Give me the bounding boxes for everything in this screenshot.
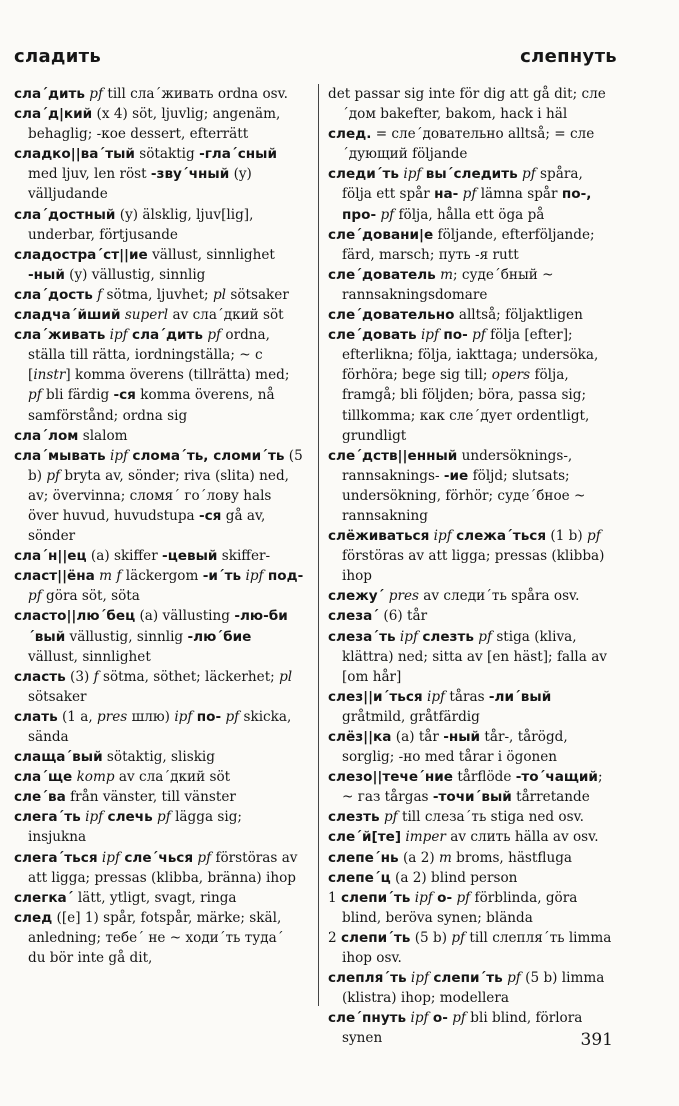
dictionary-entry: слегка´ lätt, ytligt, svagt, ringa — [14, 889, 237, 906]
dictionary-entry: слега´ться ipf сле´чься pf förstöras av att ligga; pressas (klibba, bränna) ihop — [14, 849, 298, 886]
dictionary-entry: слаща´вый sötaktig, sliskig — [14, 749, 215, 766]
dictionary-entry: сладча´йший superl av сла´дкий söt — [14, 307, 284, 324]
dictionary-entry: слепе´нь (a 2) m broms, hästfluga — [328, 849, 572, 866]
dictionary-entry: сле´довать ipf по- pf följa [efter]; efterlikna; följa, iakttaga; undersöka, förhöra; bege sig till; opers följa, framgå; bli följden; böra, passa sig; tillkomma; как сле´дует ordentligt, grundligt — [328, 327, 599, 444]
header-first-word: сладить — [14, 46, 102, 67]
dictionary-entry: сладостра´ст||ие vällust, sinnlighet -ный (y) vällustig, sinnlig — [14, 246, 275, 283]
dictionary-entry: слеза´ (6) tår — [328, 608, 428, 625]
column-divider — [318, 84, 319, 1006]
dictionary-entry: 2 слепи´ть (5 b) pf till слепля´ть limma ihop osv. — [328, 929, 612, 967]
dictionary-entry: слёживаться ipf слежа´ться (1 b) pf förstöras av att ligga; pressas (klibba) ihop — [328, 528, 605, 585]
dictionary-entry: сласт||ёна m f läckergom -и´ть ipf под- pf göra söt, söta — [14, 568, 304, 605]
dictionary-entry: сле´ва från vänster, till vänster — [14, 789, 236, 806]
dictionary-entry: 1 слепи´ть ipf о- pf förblinda, göra blind, beröva synen; blända — [328, 889, 578, 926]
dictionary-entry: сла´мывать ipf слома´ть, сломи´ть (5 b) pf bryta av, sönder; riva (slita) ned, av; övervinna; сломя´ го´лову hals över huvud, huvudstupa -ся gå av, sönder — [14, 447, 303, 545]
dictionary-entry: сле´й[те] imper av слить hälla av osv. — [328, 829, 599, 846]
dictionary-entry: сла´ще komp av сла´дкий söt — [14, 769, 231, 786]
dictionary-entry: след ([e] 1) spår, fotspår, märke; skäl, anledning; тебе´ не ~ ходи´ть туда´ du bör inte gå dit, — [14, 909, 284, 967]
dictionary-entry: следи´ть ipf вы´следить pf spåra, följa ett spår на- pf lämna spår по-, про- pf följa, hålla ett öga på — [328, 166, 592, 223]
dictionary-entry: сла´н||ец (a) skiffer -цевый skiffer- — [14, 548, 271, 565]
dictionary-entry: след. = сле´довательно alltså; = сле´дующий följande — [328, 126, 595, 163]
dictionary-entry: сла´д|кий (x 4) söt, ljuvlig; angenäm, behaglig; -кое dessert, efterrätt — [14, 106, 281, 143]
right-column — [328, 84, 616, 1049]
dictionary-entry: det passar sig inte för dig att gå dit; сле´дом bakefter, bakom, hack i häl — [328, 86, 606, 123]
dictionary-entry: сласть (3) f sötma, söthet; läckerhet; pl sötsaker — [14, 668, 293, 705]
dictionary-entry: сладко||ва´тый sötaktig -гла´сный med ljuv, len röst -зву´чный (y) välljudande — [14, 146, 278, 203]
dictionary-entry: сла´лом slalom — [14, 427, 128, 444]
dictionary-entry: сла´дость f sötma, ljuvhet; pl sötsaker — [14, 286, 289, 303]
dictionary-entry: сле´дователь m; суде´бный ~ rannsakningsdomare — [328, 266, 554, 303]
dictionary-entry: сле´пнуть ipf о- pf bli blind, förlora synen — [328, 1010, 583, 1047]
dictionary-entry: сласто||лю´бец (a) vällusting -лю-би´вый vällustig, sinnlig -лю´бие vällust, sinnlighet — [14, 608, 288, 665]
dictionary-entry: слепе´ц (a 2) blind person — [328, 869, 518, 886]
left-column — [14, 84, 304, 968]
dictionary-entry: сла´дить pf till сла´живать ordna osv. — [14, 86, 289, 102]
dictionary-entry: слежу´ pres av следи´ть spåra osv. — [328, 588, 580, 605]
dictionary-entry: слезть pf till слеза´ть stiga ned osv. — [328, 809, 584, 826]
dictionary-entry: слёз||ка (a) tår -ный tår-, tårögd, sorglig; -но med tårar i ögonen — [328, 729, 568, 766]
dictionary-entry: сле´дств||енный undersöknings-, rannsaknings- -ие följd; slutsats; undersökning, förhör; суде´бное ~ rannsakning — [328, 447, 586, 524]
dictionary-entry: слепля´ть ipf слепи´ть pf (5 b) limma (klistra) ihop; modellera — [328, 970, 605, 1007]
dictionary-entry: слега´ть ipf слечь pf lägga sig; insjukna — [14, 809, 242, 846]
dictionary-entry: слез||и´ться ipf tåras -ли´вый gråtmild, gråtfärdig — [328, 688, 552, 725]
dictionary-entry: сле´довани|е följande, efterföljande; färd, marsch; путь -я rutt — [328, 226, 595, 263]
dictionary-entry: сле´довательно alltså; följaktligen — [328, 307, 583, 324]
dictionary-entry: слать (1 a, pres шлю) ipf по- pf skicka, sända — [14, 708, 292, 745]
page-number: 391 — [580, 1030, 613, 1050]
dictionary-entry: сла´живать ipf сла´дить pf ordna, ställa till rätta, iordningställa; ~ с [instr] komma överens (tillrätta) med; pf bli färdig -ся komma överens, nå samförstånd; ordna sig — [14, 327, 290, 424]
dictionary-entry: слеза´ть ipf слезть pf stiga (kliva, klättra) ned; sitta av [en häst]; falla av [om hår] — [328, 628, 607, 685]
dictionary-entry: сла´достный (y) älsklig, ljuv[lig], underbar, förtjusande — [14, 206, 254, 243]
header-last-word: слепнуть — [520, 46, 617, 67]
dictionary-entry: слезо||тече´ние tårflöde -то´чащий; ~ газ tårgas -точи´вый tårretande — [328, 769, 603, 806]
